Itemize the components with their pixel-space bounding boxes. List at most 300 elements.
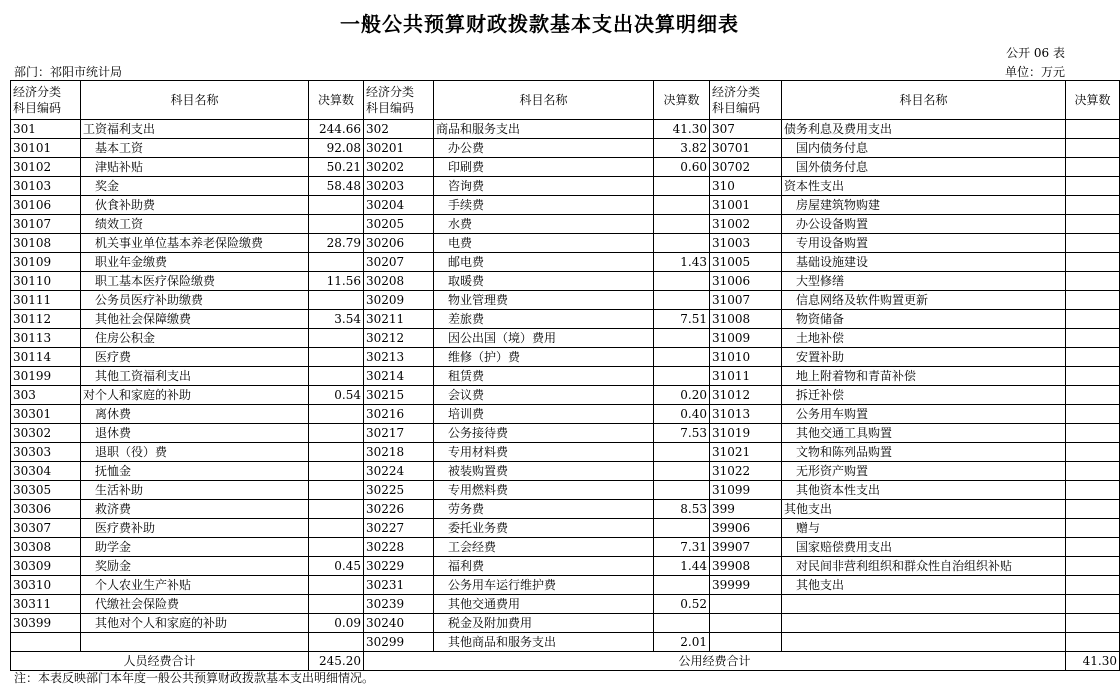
public-total-value: 41.30 — [1066, 652, 1120, 671]
amount-cell — [654, 329, 710, 348]
code-cell: 30202 — [364, 158, 434, 177]
name-cell: 其他社会保障缴费 — [81, 310, 309, 329]
amount-cell: 41.30 — [654, 120, 710, 139]
code-cell: 30215 — [364, 386, 434, 405]
amount-cell — [654, 234, 710, 253]
code-cell: 30224 — [364, 462, 434, 481]
table-row — [11, 557, 1120, 576]
name-cell: 职业年金缴费 — [81, 253, 309, 272]
amount-cell — [309, 576, 364, 595]
table-row — [11, 348, 1120, 367]
amount-cell — [1066, 196, 1120, 215]
name-cell: 代缴社会保险费 — [81, 595, 309, 614]
table-row — [11, 500, 1120, 519]
table-row — [11, 215, 1120, 234]
name-cell: 国内债务付息 — [782, 139, 1066, 158]
table-row — [11, 272, 1120, 291]
expenditure-table — [10, 80, 1120, 671]
amount-cell: 8.53 — [654, 500, 710, 519]
code-cell: 30207 — [364, 253, 434, 272]
footnote: 注：本表反映部门本年度一般公共预算财政拨款基本支出明细情况。 — [14, 671, 375, 685]
page-title: 一般公共预算财政拨款基本支出决算明细表 — [340, 12, 739, 36]
table-row — [11, 443, 1120, 462]
name-cell: 被装购置费 — [434, 462, 654, 481]
amount-cell — [1066, 139, 1120, 158]
name-cell: 信息网络及软件购置更新 — [782, 291, 1066, 310]
code-cell: 31012 — [710, 386, 782, 405]
name-cell: 其他商品和服务支出 — [434, 633, 654, 652]
name-cell: 物资储备 — [782, 310, 1066, 329]
amount-cell — [654, 272, 710, 291]
amount-cell — [1066, 367, 1120, 386]
amount-cell: 0.20 — [654, 386, 710, 405]
code-cell: 30302 — [11, 424, 81, 443]
amount-cell — [309, 405, 364, 424]
name-cell: 咨询费 — [434, 177, 654, 196]
amount-cell — [1066, 272, 1120, 291]
name-cell: 机关事业单位基本养老保险缴费 — [81, 234, 309, 253]
name-cell: 专用设备购置 — [782, 234, 1066, 253]
table-row — [11, 462, 1120, 481]
table-row — [11, 139, 1120, 158]
name-cell: 工会经费 — [434, 538, 654, 557]
code-cell: 30227 — [364, 519, 434, 538]
name-cell: 公务员医疗补助缴费 — [81, 291, 309, 310]
amount-cell — [1066, 614, 1120, 633]
code-cell: 30103 — [11, 177, 81, 196]
name-cell: 退休费 — [81, 424, 309, 443]
table-row — [11, 386, 1120, 405]
amount-cell — [1066, 481, 1120, 500]
name-cell: 其他资本性支出 — [782, 481, 1066, 500]
amount-cell: 244.66 — [309, 120, 364, 139]
amount-cell: 58.48 — [309, 177, 364, 196]
amount-cell: 3.82 — [654, 139, 710, 158]
name-cell: 医疗费 — [81, 348, 309, 367]
name-cell: 邮电费 — [434, 253, 654, 272]
table-row — [11, 405, 1120, 424]
amount-cell — [654, 367, 710, 386]
amount-cell — [309, 291, 364, 310]
name-cell: 职工基本医疗保险缴费 — [81, 272, 309, 291]
header-code-1: 经济分类 科目编码 — [11, 81, 81, 120]
name-cell: 津贴补贴 — [81, 158, 309, 177]
name-cell — [782, 614, 1066, 633]
code-cell: 303 — [11, 386, 81, 405]
name-cell: 专用燃料费 — [434, 481, 654, 500]
amount-cell: 0.40 — [654, 405, 710, 424]
name-cell: 救济费 — [81, 500, 309, 519]
amount-cell — [654, 576, 710, 595]
code-cell: 30211 — [364, 310, 434, 329]
name-cell: 水费 — [434, 215, 654, 234]
code-cell: 30203 — [364, 177, 434, 196]
header-amount-2: 决算数 — [654, 81, 710, 120]
name-cell: 抚恤金 — [81, 462, 309, 481]
name-cell: 资本性支出 — [782, 177, 1066, 196]
amount-cell: 0.60 — [654, 158, 710, 177]
code-cell: 31022 — [710, 462, 782, 481]
amount-cell — [654, 481, 710, 500]
code-cell: 30225 — [364, 481, 434, 500]
code-cell: 31001 — [710, 196, 782, 215]
code-cell: 31011 — [710, 367, 782, 386]
table-header-row — [11, 81, 1120, 120]
code-cell: 31002 — [710, 215, 782, 234]
amount-cell — [1066, 462, 1120, 481]
code-cell: 30305 — [11, 481, 81, 500]
name-cell: 基本工资 — [81, 139, 309, 158]
amount-cell: 0.54 — [309, 386, 364, 405]
table-row — [11, 595, 1120, 614]
code-cell: 30106 — [11, 196, 81, 215]
code-cell: 39907 — [710, 538, 782, 557]
department-label: 部门：祁阳市统计局 — [14, 65, 123, 79]
amount-cell — [309, 443, 364, 462]
code-cell: 30112 — [11, 310, 81, 329]
code-cell — [710, 633, 782, 652]
amount-cell — [309, 538, 364, 557]
name-cell: 绩效工资 — [81, 215, 309, 234]
code-cell: 31007 — [710, 291, 782, 310]
code-cell: 30199 — [11, 367, 81, 386]
code-cell: 30102 — [11, 158, 81, 177]
amount-cell: 92.08 — [309, 139, 364, 158]
code-cell: 30108 — [11, 234, 81, 253]
table-row — [11, 424, 1120, 443]
amount-cell: 7.31 — [654, 538, 710, 557]
name-cell: 土地补偿 — [782, 329, 1066, 348]
amount-cell — [654, 196, 710, 215]
amount-cell: 7.51 — [654, 310, 710, 329]
code-cell: 30218 — [364, 443, 434, 462]
code-cell: 31008 — [710, 310, 782, 329]
amount-cell — [1066, 443, 1120, 462]
name-cell: 基础设施建设 — [782, 253, 1066, 272]
amount-cell — [654, 215, 710, 234]
amount-cell — [654, 462, 710, 481]
name-cell: 办公设备购置 — [782, 215, 1066, 234]
amount-cell: 28.79 — [309, 234, 364, 253]
name-cell: 因公出国（境）费用 — [434, 329, 654, 348]
code-cell: 30308 — [11, 538, 81, 557]
amount-cell — [309, 500, 364, 519]
code-cell — [710, 595, 782, 614]
code-cell: 30201 — [364, 139, 434, 158]
name-cell: 公务用车购置 — [782, 405, 1066, 424]
table-body — [11, 120, 1120, 652]
amount-cell — [1066, 595, 1120, 614]
name-cell: 福利费 — [434, 557, 654, 576]
amount-cell — [1066, 424, 1120, 443]
code-cell — [710, 614, 782, 633]
name-cell: 其他工资福利支出 — [81, 367, 309, 386]
amount-cell — [654, 443, 710, 462]
table-row — [11, 519, 1120, 538]
code-cell: 399 — [710, 500, 782, 519]
amount-cell — [309, 348, 364, 367]
name-cell — [782, 633, 1066, 652]
table-row — [11, 633, 1120, 652]
code-cell: 30229 — [364, 557, 434, 576]
name-cell: 拆迁补偿 — [782, 386, 1066, 405]
amount-cell — [309, 367, 364, 386]
amount-cell — [654, 348, 710, 367]
code-cell: 30101 — [11, 139, 81, 158]
code-cell: 31019 — [710, 424, 782, 443]
unit-label: 单位：万元 — [1004, 65, 1065, 79]
name-cell: 地上附着物和青苗补偿 — [782, 367, 1066, 386]
name-cell: 退职（役）费 — [81, 443, 309, 462]
code-cell: 30113 — [11, 329, 81, 348]
table-row — [11, 291, 1120, 310]
amount-cell — [309, 519, 364, 538]
amount-cell — [1066, 538, 1120, 557]
name-cell: 税金及附加费用 — [434, 614, 654, 633]
amount-cell — [1066, 215, 1120, 234]
amount-cell — [1066, 348, 1120, 367]
amount-cell — [1066, 500, 1120, 519]
code-cell: 31099 — [710, 481, 782, 500]
code-cell: 30217 — [364, 424, 434, 443]
name-cell: 房屋建筑物购建 — [782, 196, 1066, 215]
amount-cell — [309, 215, 364, 234]
table-row — [11, 177, 1120, 196]
name-cell — [81, 633, 309, 652]
code-cell: 30205 — [364, 215, 434, 234]
amount-cell: 0.45 — [309, 557, 364, 576]
header-code-2: 经济分类 科目编码 — [364, 81, 434, 120]
name-cell: 大型修缮 — [782, 272, 1066, 291]
name-cell: 赠与 — [782, 519, 1066, 538]
name-cell: 其他支出 — [782, 576, 1066, 595]
name-cell: 租赁费 — [434, 367, 654, 386]
table-row — [11, 310, 1120, 329]
code-cell: 39908 — [710, 557, 782, 576]
amount-cell — [309, 595, 364, 614]
name-cell: 劳务费 — [434, 500, 654, 519]
amount-cell: 2.01 — [654, 633, 710, 652]
table-row — [11, 481, 1120, 500]
code-cell: 31003 — [710, 234, 782, 253]
table-row — [11, 120, 1120, 139]
code-cell: 31006 — [710, 272, 782, 291]
code-cell: 31010 — [710, 348, 782, 367]
code-cell: 30306 — [11, 500, 81, 519]
name-cell: 文物和陈列品购置 — [782, 443, 1066, 462]
code-cell: 30240 — [364, 614, 434, 633]
name-cell: 委托业务费 — [434, 519, 654, 538]
table-row — [11, 576, 1120, 595]
amount-cell: 1.43 — [654, 253, 710, 272]
name-cell: 奖励金 — [81, 557, 309, 576]
amount-cell — [309, 462, 364, 481]
code-cell: 307 — [710, 120, 782, 139]
code-cell: 30239 — [364, 595, 434, 614]
table-row — [11, 253, 1120, 272]
header-code-3: 经济分类 科目编码 — [710, 81, 782, 120]
amount-cell — [654, 291, 710, 310]
amount-cell — [1066, 329, 1120, 348]
code-cell: 30114 — [11, 348, 81, 367]
code-cell: 30304 — [11, 462, 81, 481]
code-cell: 30212 — [364, 329, 434, 348]
code-cell: 30303 — [11, 443, 81, 462]
code-cell: 31009 — [710, 329, 782, 348]
name-cell: 对民间非营利组织和群众性自治组织补贴 — [782, 557, 1066, 576]
amount-cell: 0.09 — [309, 614, 364, 633]
amount-cell — [1066, 291, 1120, 310]
amount-cell — [654, 614, 710, 633]
code-cell: 31005 — [710, 253, 782, 272]
personnel-total-label: 人员经费合计 — [11, 652, 309, 671]
name-cell: 会议费 — [434, 386, 654, 405]
public-total-label: 公用经费合计 — [364, 652, 1066, 671]
amount-cell — [1066, 633, 1120, 652]
table-row — [11, 614, 1120, 633]
amount-cell — [309, 196, 364, 215]
amount-cell — [1066, 158, 1120, 177]
code-cell: 31021 — [710, 443, 782, 462]
name-cell: 其他支出 — [782, 500, 1066, 519]
amount-cell — [309, 481, 364, 500]
name-cell: 商品和服务支出 — [434, 120, 654, 139]
name-cell: 债务利息及费用支出 — [782, 120, 1066, 139]
code-cell: 30702 — [710, 158, 782, 177]
amount-cell — [309, 253, 364, 272]
amount-cell: 11.56 — [309, 272, 364, 291]
amount-cell: 50.21 — [309, 158, 364, 177]
code-cell: 31013 — [710, 405, 782, 424]
table-row — [11, 329, 1120, 348]
code-cell: 301 — [11, 120, 81, 139]
name-cell: 国家赔偿费用支出 — [782, 538, 1066, 557]
name-cell: 助学金 — [81, 538, 309, 557]
code-cell: 30109 — [11, 253, 81, 272]
code-cell — [11, 633, 81, 652]
name-cell: 取暖费 — [434, 272, 654, 291]
totals-row — [11, 652, 1120, 671]
table-row — [11, 158, 1120, 177]
name-cell: 其他交通工具购置 — [782, 424, 1066, 443]
amount-cell — [309, 329, 364, 348]
amount-cell: 7.53 — [654, 424, 710, 443]
name-cell: 无形资产购置 — [782, 462, 1066, 481]
code-cell: 30107 — [11, 215, 81, 234]
amount-cell — [654, 177, 710, 196]
amount-cell — [1066, 519, 1120, 538]
name-cell: 手续费 — [434, 196, 654, 215]
name-cell: 个人农业生产补贴 — [81, 576, 309, 595]
table-row — [11, 367, 1120, 386]
code-cell: 310 — [710, 177, 782, 196]
amount-cell: 0.52 — [654, 595, 710, 614]
header-name-2: 科目名称 — [434, 81, 654, 120]
amount-cell — [1066, 120, 1120, 139]
name-cell: 办公费 — [434, 139, 654, 158]
header-amount-1: 决算数 — [309, 81, 364, 120]
code-cell: 30111 — [11, 291, 81, 310]
name-cell: 生活补助 — [81, 481, 309, 500]
amount-cell — [309, 424, 364, 443]
name-cell: 其他对个人和家庭的补助 — [81, 614, 309, 633]
amount-cell — [1066, 405, 1120, 424]
amount-cell — [1066, 576, 1120, 595]
table-row — [11, 538, 1120, 557]
code-cell: 30213 — [364, 348, 434, 367]
name-cell: 伙食补助费 — [81, 196, 309, 215]
code-cell: 30204 — [364, 196, 434, 215]
code-cell: 302 — [364, 120, 434, 139]
code-cell: 30209 — [364, 291, 434, 310]
name-cell: 国外债务付息 — [782, 158, 1066, 177]
name-cell: 住房公积金 — [81, 329, 309, 348]
name-cell: 安置补助 — [782, 348, 1066, 367]
code-cell: 30216 — [364, 405, 434, 424]
amount-cell — [1066, 386, 1120, 405]
code-cell: 39999 — [710, 576, 782, 595]
code-cell: 30399 — [11, 614, 81, 633]
form-number: 公开 06 表 — [1006, 46, 1065, 60]
amount-cell: 1.44 — [654, 557, 710, 576]
name-cell: 培训费 — [434, 405, 654, 424]
code-cell: 30228 — [364, 538, 434, 557]
amount-cell — [309, 633, 364, 652]
code-cell: 30299 — [364, 633, 434, 652]
code-cell: 30311 — [11, 595, 81, 614]
header-amount-3: 决算数 — [1066, 81, 1120, 120]
name-cell: 维修（护）费 — [434, 348, 654, 367]
code-cell: 30301 — [11, 405, 81, 424]
code-cell: 30214 — [364, 367, 434, 386]
amount-cell: 3.54 — [309, 310, 364, 329]
code-cell: 30701 — [710, 139, 782, 158]
header-name-3: 科目名称 — [782, 81, 1066, 120]
code-cell: 30309 — [11, 557, 81, 576]
amount-cell — [1066, 557, 1120, 576]
name-cell: 工资福利支出 — [81, 120, 309, 139]
name-cell: 对个人和家庭的补助 — [81, 386, 309, 405]
name-cell: 离休费 — [81, 405, 309, 424]
amount-cell — [1066, 234, 1120, 253]
amount-cell — [1066, 253, 1120, 272]
amount-cell — [654, 519, 710, 538]
name-cell: 专用材料费 — [434, 443, 654, 462]
code-cell: 30110 — [11, 272, 81, 291]
name-cell: 公务接待费 — [434, 424, 654, 443]
table-row — [11, 234, 1120, 253]
name-cell: 公务用车运行维护费 — [434, 576, 654, 595]
name-cell: 电费 — [434, 234, 654, 253]
code-cell: 39906 — [710, 519, 782, 538]
code-cell: 30231 — [364, 576, 434, 595]
name-cell: 其他交通费用 — [434, 595, 654, 614]
code-cell: 30307 — [11, 519, 81, 538]
table-row — [11, 196, 1120, 215]
code-cell: 30226 — [364, 500, 434, 519]
name-cell: 物业管理费 — [434, 291, 654, 310]
name-cell: 差旅费 — [434, 310, 654, 329]
header-name-1: 科目名称 — [81, 81, 309, 120]
name-cell: 医疗费补助 — [81, 519, 309, 538]
name-cell: 奖金 — [81, 177, 309, 196]
personnel-total-value: 245.20 — [309, 652, 364, 671]
amount-cell — [1066, 310, 1120, 329]
name-cell — [782, 595, 1066, 614]
amount-cell — [1066, 177, 1120, 196]
code-cell: 30310 — [11, 576, 81, 595]
code-cell: 30208 — [364, 272, 434, 291]
